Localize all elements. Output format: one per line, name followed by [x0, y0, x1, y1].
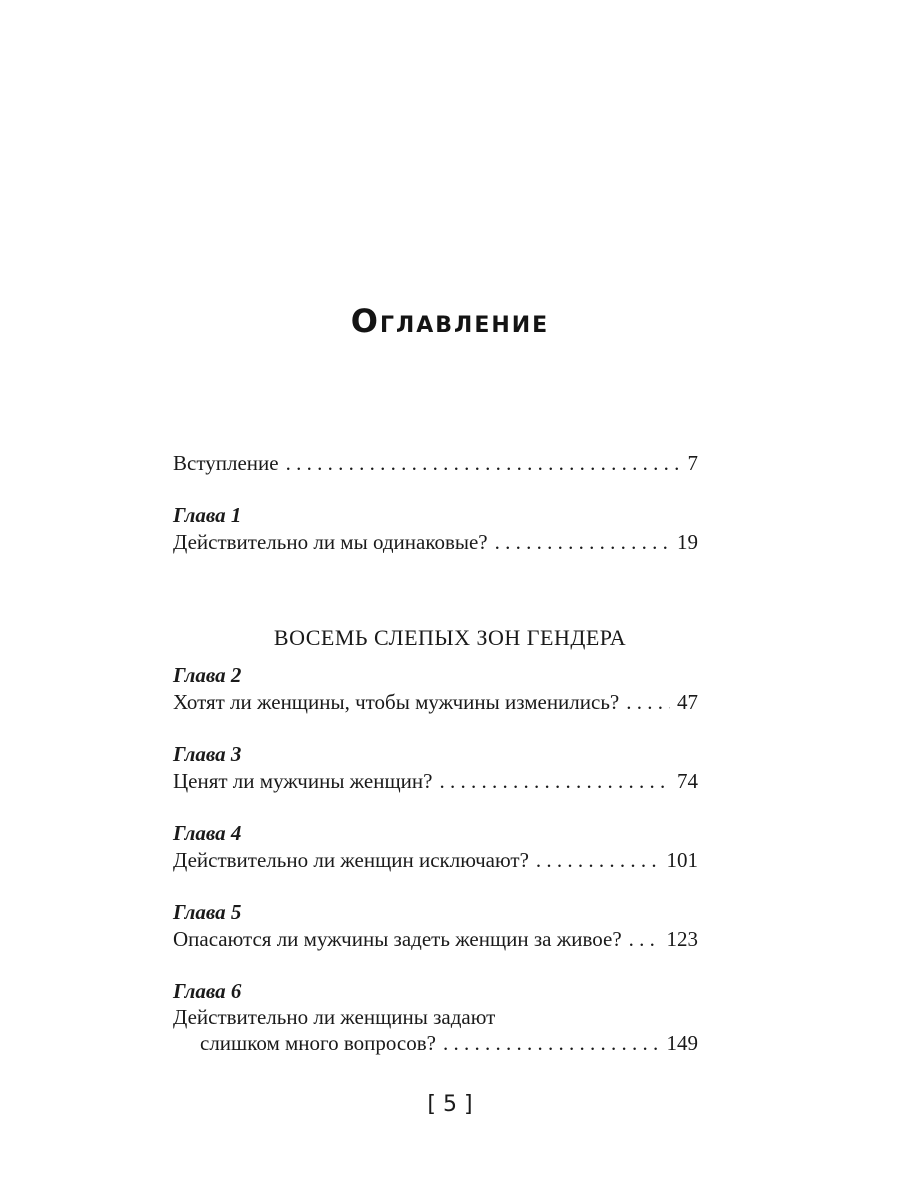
toc-entry-chapter-5[interactable]: [173, 926, 698, 952]
dot-leader: [495, 529, 670, 555]
section-heading: ВОСЕМЬ СЛЕПЫХ ЗОН ГЕНДЕРА: [273, 625, 627, 650]
toc-page-number: 123: [666, 927, 698, 951]
toc-page-number: 7: [687, 451, 698, 475]
chapter-label: Глава 5: [173, 900, 242, 924]
toc-page-number: 74: [677, 769, 698, 793]
toc-entry-text: слишком много вопросов?: [200, 1031, 436, 1055]
toc-entry-text: Ценят ли мужчины женщин?: [173, 769, 433, 793]
toc-entry-chapter-3[interactable]: [173, 768, 698, 794]
toc-entry-text: Действительно ли женщин исключают?: [173, 848, 529, 872]
toc-entry-text-line-1[interactable]: Действительно ли женщины задают: [173, 1005, 496, 1029]
chapter-label: Глава 2: [173, 663, 242, 687]
toc-entry-chapter-1[interactable]: [173, 529, 698, 555]
toc-entry-chapter-2[interactable]: [173, 689, 698, 715]
toc-page-number: 19: [677, 530, 698, 554]
toc-page-number: 149: [666, 1031, 698, 1055]
dot-leader: [439, 768, 670, 794]
toc-entry-chapter-4[interactable]: [173, 847, 698, 873]
toc-page-number: 47: [677, 690, 698, 714]
chapter-label: Глава 6: [173, 979, 242, 1003]
toc-entry-text: Вступление: [173, 451, 279, 475]
dot-leader: [629, 926, 660, 952]
dot-leader: [286, 450, 681, 476]
toc-entry-text: Действительно ли мы одинаковые?: [173, 530, 488, 554]
chapter-label: Глава 1: [173, 503, 242, 527]
footer-page-number: [ 5 ]: [427, 1092, 473, 1117]
toc-entry-text: Хотят ли женщины, чтобы мужчины изменились?: [173, 690, 620, 714]
dot-leader: [626, 689, 670, 715]
toc-entry-intro[interactable]: [173, 450, 698, 476]
toc-entry-text: Опасаются ли мужчины задеть женщин за живое?: [173, 927, 622, 951]
toc-entry-chapter-6[interactable]: [200, 1030, 698, 1056]
dot-leader: [536, 847, 660, 873]
toc-page-number: 101: [666, 848, 698, 872]
page-title: Оглавление: [350, 302, 550, 340]
dot-leader: [443, 1030, 660, 1056]
chapter-label: Глава 4: [173, 821, 242, 845]
chapter-label: Глава 3: [173, 742, 242, 766]
